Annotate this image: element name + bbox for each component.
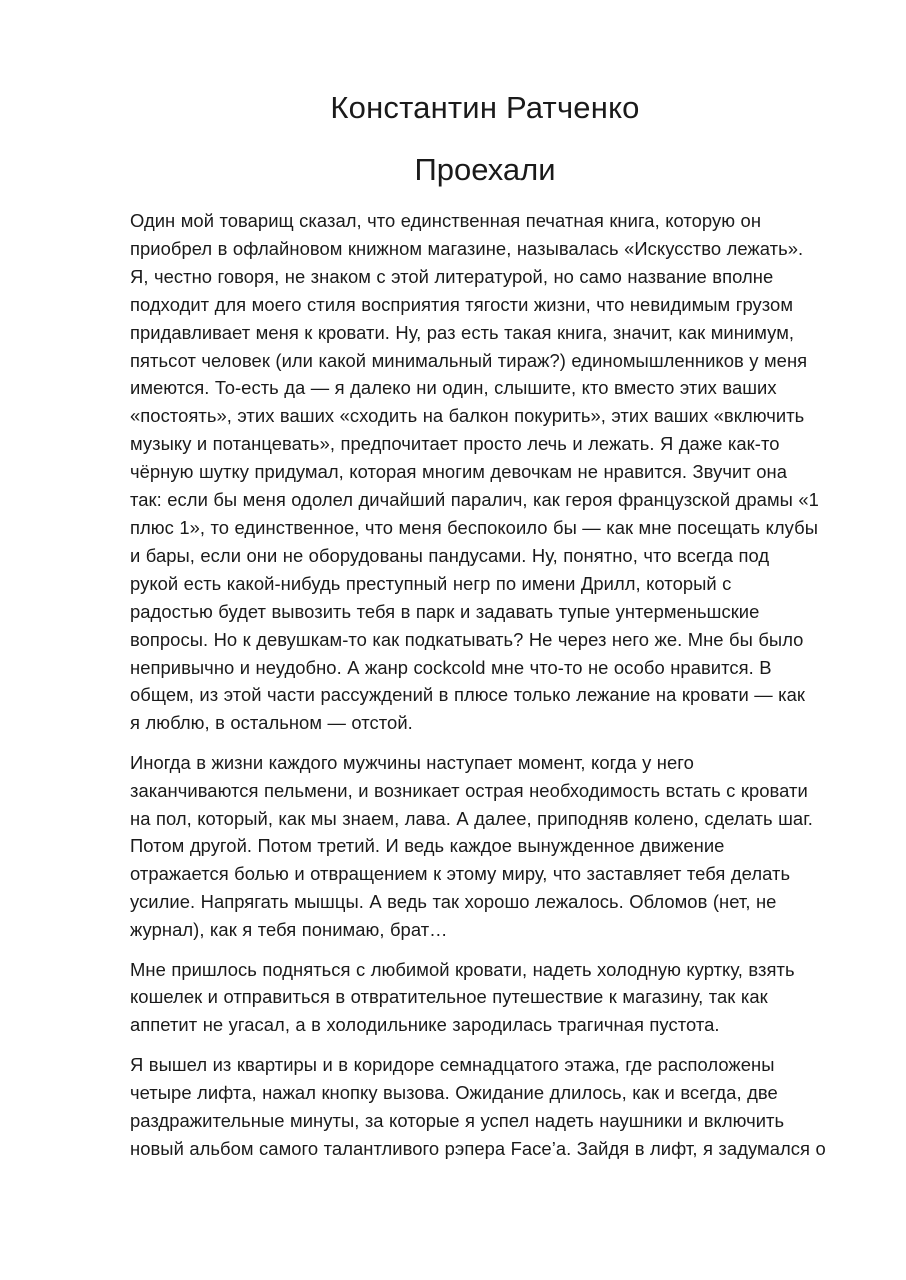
text-line: пятьсот человек (или какой минимальный тираж?) единомышленников у меня: [130, 349, 808, 371]
text-line: подходит для моего стиля восприятия тягости жизни, что невидимым грузом: [130, 293, 794, 315]
text-line: аппетит не угасал, а в холодильнике зародилась трагичная пустота.: [130, 1014, 720, 1036]
text-line: Мне пришлось подняться с любимой кровати, надеть холодную куртку, взять: [130, 958, 795, 980]
text-line: вопросы. Но к девушкам-то как подкатывать? Не через него же. Мне бы было: [130, 628, 804, 650]
text-line: придавливает меня к кровати. Ну, раз есть такая книга, значит, как минимум,: [130, 321, 795, 343]
text-line: радостью будет вывозить тебя в парк и задавать тупые унтерменьшские: [130, 600, 760, 622]
text-line: на пол, который, как мы знаем, лава. А далее, приподняв колено, сделать шаг.: [130, 807, 813, 829]
text-line: Один мой товарищ сказал, что единственная печатная книга, которую он: [130, 210, 762, 231]
text-line: Иногда в жизни каждого мужчины наступает момент, когда у него: [130, 751, 694, 773]
text-line: журнал), как я тебя понимаю, брат…: [130, 919, 448, 941]
text-line: новый альбом самого талантливого рэпера Face’a. Зайдя в лифт, я задумался о: [130, 1137, 826, 1159]
document-body: [130, 207, 842, 1174]
text-line: усилие. Напрягать мышцы. А ведь так хорошо лежалось. Обломов (нет, не: [130, 891, 777, 913]
text-line: так: если бы меня одолел дичайший паралич, как героя французской драмы «1: [130, 489, 819, 511]
text-line: приобрел в офлайновом книжном магазине, называлась «Искусство лежать».: [130, 237, 804, 259]
text-line: плюс 1», то единственное, что меня беспокоило бы — как мне посещать клубы: [130, 516, 818, 538]
text-line: имеются. То-есть да — я далеко ни один, слышите, кто вместо этих ваших: [130, 377, 777, 399]
paragraph-3: [130, 956, 842, 1040]
text-line: Я вышел из квартиры и в коридоре семнадцатого этажа, где расположены: [130, 1053, 775, 1075]
author-name: Константин Ратченко: [330, 90, 640, 125]
text-line: Потом другой. Потом третий. И ведь каждое вынужденное движение: [130, 835, 725, 857]
text-line: чёрную шутку придумал, которая многим девочкам не нравится. Звучит она: [130, 461, 787, 483]
text-line: Я, честно говоря, не знаком с этой литературой, но само название вполне: [130, 265, 774, 287]
paragraph-1: [130, 207, 842, 737]
paragraph-2: [130, 749, 842, 944]
text-line: четыре лифта, нажал кнопку вызова. Ожидание длилось, как и всегда, две: [130, 1081, 778, 1103]
text-line: общем, из этой части рассуждений в плюсе только лежание на кровати — как: [130, 684, 806, 706]
text-line: я люблю, в остальном — отстой.: [130, 712, 413, 734]
text-line: заканчиваются пельмени, и возникает острая необходимость встать с кровати: [130, 779, 808, 801]
text-line: «постоять», этих ваших «сходить на балкон покурить», этих ваших «включить: [130, 405, 805, 427]
paragraph-4: [130, 1051, 842, 1163]
document-title: Проехали: [414, 152, 556, 187]
text-line: и бары, если они не оборудованы пандусами. Ну, понятно, что всегда под: [130, 544, 770, 566]
text-line: непривычно и неудобно. А жанр cockcold мне что-то не особо нравится. В: [130, 656, 772, 678]
text-line: отражается болью и отвращением к этому миру, что заставляет тебя делать: [130, 863, 791, 885]
text-line: рукой есть какой-нибудь преступный негр по имени Дрилл, который с: [130, 572, 732, 594]
text-line: музыку и потанцевать», предпочитает просто лечь и лежать. Я даже как-то: [130, 433, 780, 455]
text-line: раздражительные минуты, за которые я успел надеть наушники и включить: [130, 1109, 785, 1131]
text-line: кошелек и отправиться в отвратительное путешествие к магазину, так как: [130, 986, 768, 1008]
